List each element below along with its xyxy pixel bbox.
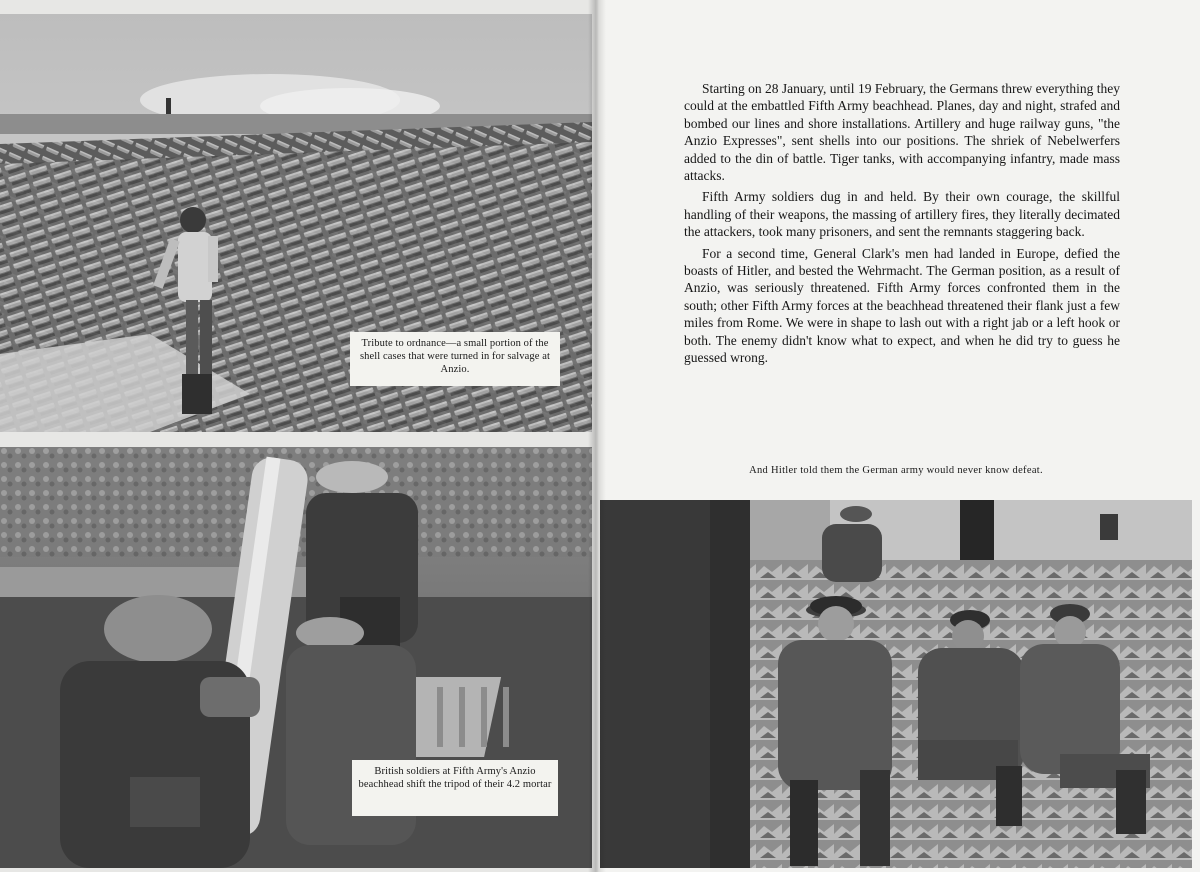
paragraph-2: Fifth Army soldiers dug in and held. By their own courage, the skillful handling of their weapons, the massing of artillery fires, they literally decimated the attackers, took many prisoners, and sent the remnants staggering back. (684, 189, 1120, 240)
left-page (0, 0, 596, 872)
photo-german-prisoners (600, 500, 1192, 868)
caption-mortar-crew: British soldiers at Fifth Army's Anzio beachhead shift the tripod of their 4.2 mortar (352, 760, 558, 816)
caption-shell-cases: Tribute to ordnance—a small portion of the shell cases that were turned in for salvage at Anzio. (350, 332, 560, 386)
tagline: And Hitler told them the German army would never know defeat. (749, 465, 1043, 476)
body-text (684, 80, 1120, 371)
paragraph-1: Starting on 28 January, until 19 February, the Germans threw everything they could at the embattled Fifth Army beachhead. Planes, day and night, strafed and bombed our lines and shore installations. Artillery and huge railway guns, "the Anzio Expresses", sent shells into our positions. The shriek of Nebelwerfers added to the din of battle. Tiger tanks, with accompanying infantry, made mass attacks. (684, 81, 1120, 184)
right-page (596, 0, 1200, 872)
paragraph-3: For a second time, General Clark's men had landed in Europe, defied the boasts of Hitler, and bested the Wehrmacht. The German position, as a result of Anzio, was seriously threatened. Fifth Army forces confronted them in the south; other Fifth Army forces at the beachhead threatened their flank just a few miles from Rome. We were in shape to lash out with a right jab or a left hook or both. The enemy didn't know what to expect, and when he did try to guess he guessed wrong. (684, 245, 1120, 366)
